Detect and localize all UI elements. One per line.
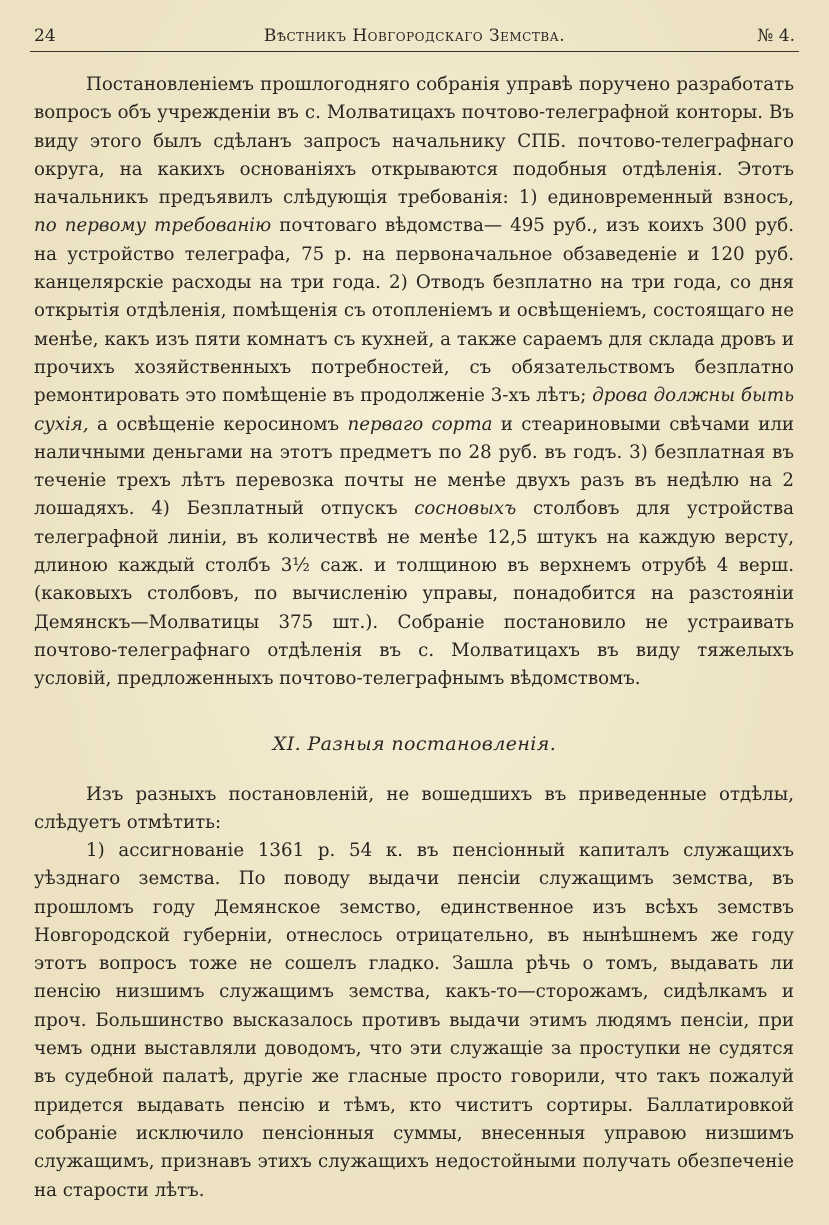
para1-italic-2: дрова должны быть сухія,	[34, 385, 794, 435]
para3-text: 1) ассигнованіе 1361 р. 54 к. въ пенсіонный капиталъ служащихъ уѣзднаго земства. По поводу выдачи пенсіи служащимъ земства, въ прошломъ году Демянское земство, единственное изъ всѣхъ земствъ Новгородской губерніи, отнеслось отрицательно, въ нынѣшнемъ же году этотъ вопросъ тоже не сошелъ гладко. Зашла рѣчь о томъ, выдавать ли пенсію низшимъ служащимъ земства, какъ-то—сторожамъ, сидѣлкамъ и проч. Большинство высказалось противъ выдачи этимъ людямъ пенсіи, при чемъ одни выставляли доводомъ, что эти служащіе за проступки не судятся въ судебной палатѣ, другіе же гласные просто говорили, что такъ пожалуй придется выдавать пенсію и тѣмъ, кто чиститъ сортиры. Баллатировкой собраніе исключило пенсіонныя суммы, внесенныя управою низшимъ служащимъ, признавъ этихъ служащихъ недостойными получать обезпеченіе на старости лѣтъ.	[34, 840, 794, 1201]
page-number: 24	[34, 26, 56, 46]
issue-number: № 4.	[757, 26, 795, 46]
para2-text: Изъ разныхъ постановленій, не вошедшихъ въ приведенные отдѣлы, слѣдуетъ отмѣтить:	[34, 784, 794, 834]
para1-text-4: и стеариновыми свѣчами или наличными деньгами на этотъ предметъ по 28 руб. въ годъ. 3) безплатная въ теченіе трехъ лѣтъ перевозка почты не менѣе двухъ разъ въ недѣлю на 2 лошадяхъ. 4) Безплатный отпускъ	[34, 413, 794, 520]
para1-text-5: столбовъ для устройства телеграфной линіи, въ количествѣ не менѣе 12,5 штукъ на каждую версту, длиною каждый столбъ 3½ саж. и толщиною въ верхнемъ отрубѣ 4 верш. (каковыхъ столбовъ, по вычисленію управы, понадобится на разстояніи Демянскъ—Молватицы 375 шт.). Собраніе постановило не устраивать почтово-телеграфнаго отдѣленія въ с. Молватицахъ въ виду тяжелыхъ условій, предложенныхъ почтово-телеграфнымъ вѣдомствомъ.	[34, 498, 795, 690]
header-rule	[30, 51, 799, 52]
paragraph-pension	[34, 837, 794, 1205]
paragraph-intro	[34, 781, 794, 838]
para1-text-3: а освѣщеніе керосиномъ	[88, 413, 348, 435]
para1-italic-4: сосновыхъ	[414, 498, 517, 520]
paragraph-post-telegraph	[34, 71, 794, 694]
para1-text-2: почтоваго вѣдомства— 495 руб., изъ коихъ 300 руб. на устройство телеграфа, 75 р. на первоначальное обзаведеніе и 120 руб. канцелярскіе расходы на три года. 2) Отводъ безплатно на три года, со дня открытія отдѣленія, помѣщенія съ отопленіемъ и освѣщеніемъ, состоящаго не менѣе, какъ изъ пяти комнатъ съ кухней, а также сараемъ для склада дровъ и прочихъ хозяйственныхъ потребностей, съ обязательствомъ безплатно ремонтировать это помѣщеніе въ продолженіе 3-хъ лѣтъ;	[34, 215, 794, 407]
para1-text-1: Постановленіемъ прошлогодняго собранія управѣ поручено разработать вопросъ объ учрежденіи въ с. Молватицахъ почтово-телеграфной конторы. Въ виду этого былъ сдѣланъ запросъ начальнику СПБ. почтово-телеграфнаго округа, на какихъ основаніяхъ открываются подобныя отдѣленія. Этотъ начальникъ предъявилъ слѣдующія требованія: 1) единовременный взносъ,	[34, 74, 794, 209]
section-heading: XI. Разныя постановленія.	[272, 733, 557, 755]
para1-italic-1: по первому требованію	[34, 215, 272, 237]
para1-italic-3: перваго сорта	[347, 413, 493, 435]
running-header	[34, 20, 795, 52]
journal-title: Вѣстникъ Новгородскаго Земства.	[263, 26, 566, 46]
